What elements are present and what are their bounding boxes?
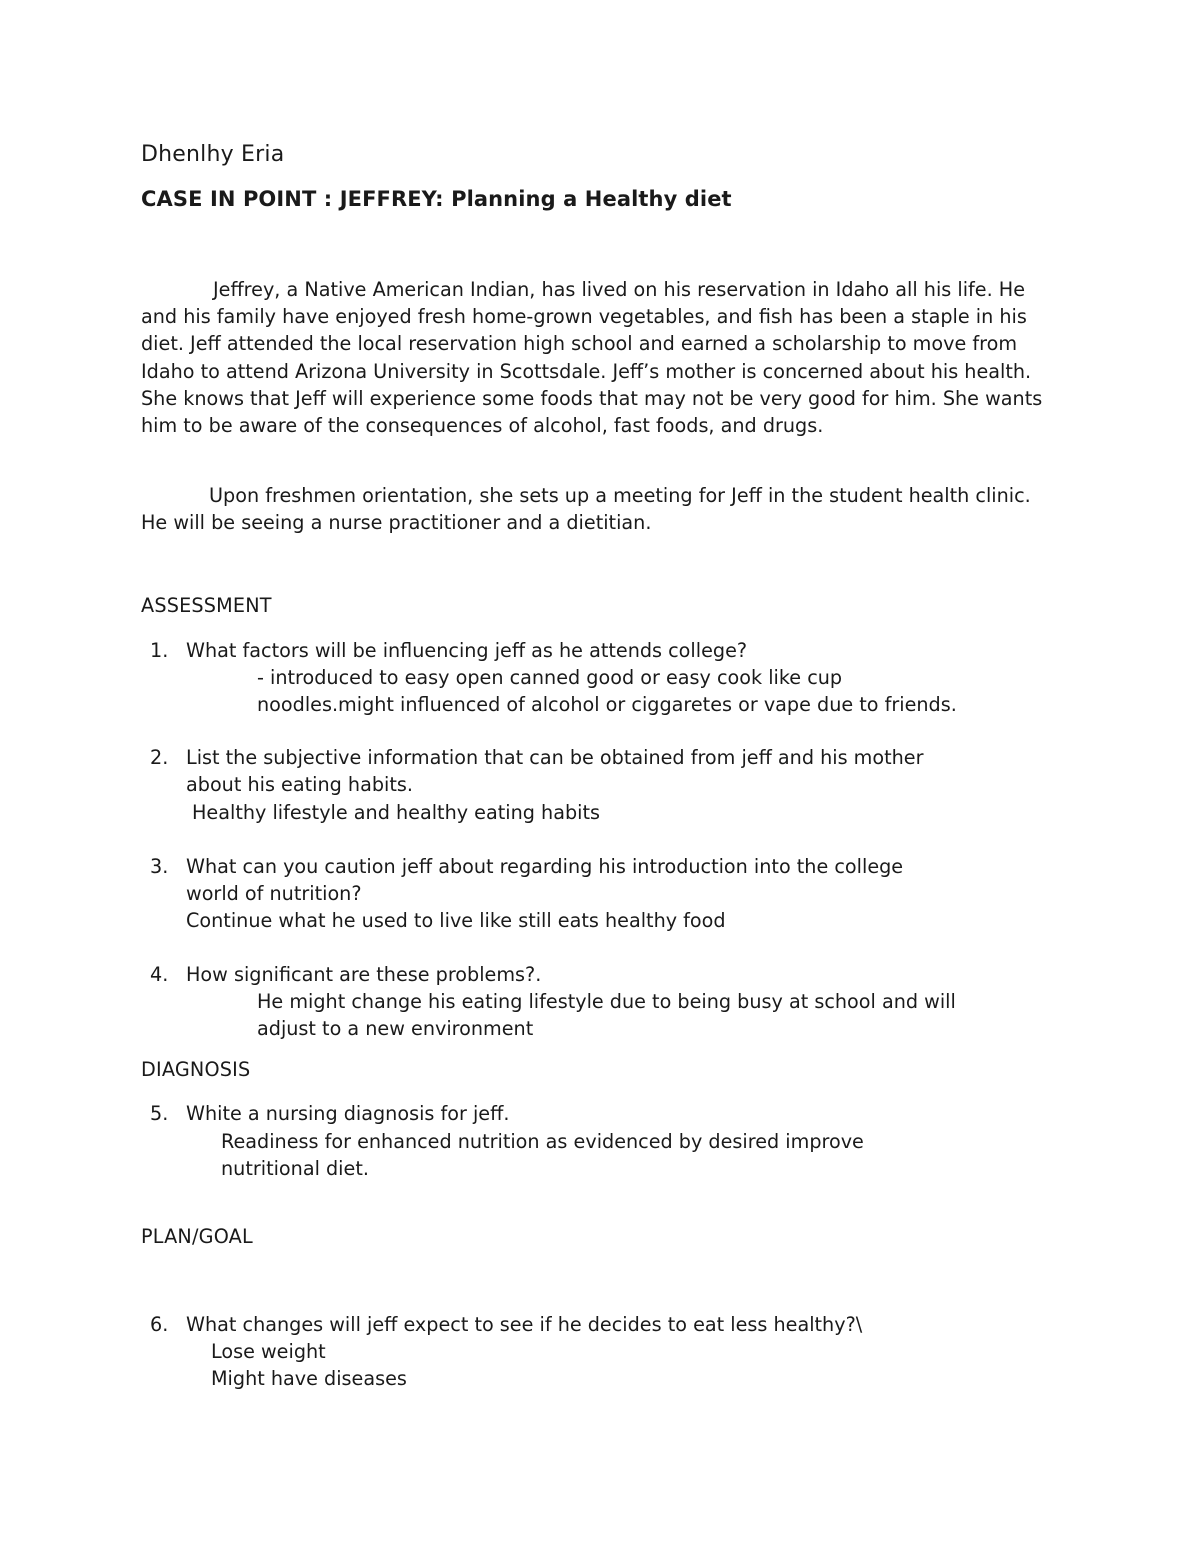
question-number: 3. — [150, 855, 169, 878]
intro-paragraph-2: Upon freshmen orientation, she sets up a meeting for Jeff in the student health clinic. He will be seeing a nurse practitioner and a dietitian. — [141, 484, 1031, 535]
question-text: White a nursing diagnosis for jeff. — [186, 1102, 510, 1125]
answer-1-line-2: noodles.might influenced of alcohol or ciggaretes or vape due to friends. — [257, 693, 957, 716]
diagnosis-heading: DIAGNOSIS — [141, 1058, 251, 1081]
answer-4-line-2: adjust to a new environment — [257, 1017, 534, 1040]
question-text: What can you caution jeff about regarding his introduction into the college — [186, 855, 904, 878]
plan-heading: PLAN/GOAL — [141, 1225, 253, 1248]
question-3-line-2: world of nutrition? — [186, 882, 362, 905]
assessment-heading: ASSESSMENT — [141, 594, 272, 617]
document-title: CASE IN POINT : JEFFREY: Planning a Healthy diet — [141, 187, 732, 211]
question-text: What changes will jeff expect to see if he decides to eat less healthy?\ — [186, 1313, 863, 1336]
answer-4-line-1: He might change his eating lifestyle due to being busy at school and will — [257, 990, 956, 1013]
question-number: 2. — [150, 746, 169, 769]
answer-6-line-1: Lose weight — [211, 1340, 326, 1363]
answer-6-line-2: Might have diseases — [211, 1367, 407, 1390]
question-text: How significant are these problems?. — [186, 963, 542, 986]
answer-5-line-1: Readiness for enhanced nutrition as evidenced by desired improve — [221, 1130, 864, 1153]
question-text: List the subjective information that can be obtained from jeff and his mother — [186, 746, 924, 769]
question-number: 6. — [150, 1313, 169, 1336]
answer-1-line-1: - introduced to easy open canned good or easy cook like cup — [257, 666, 843, 689]
question-number: 4. — [150, 963, 169, 986]
question-number: 5. — [150, 1102, 169, 1125]
question-text: What factors will be influencing jeff as he attends college? — [186, 639, 748, 662]
intro-paragraph-1: Jeffrey, a Native American Indian, has lived on his reservation in Idaho all his life. He and his family have enjoyed fresh home-grown vegetables, and fish has been a staple in his diet. Jeff attended the local reservation high school and earned a scholarship to move from Idaho to attend Arizona University in Scottsdale. Jeff’s mother is concerned about his health. She knows that Jeff will experience some foods that may not be very good for him. She wants him to be aware of the consequences of alcohol, fast foods, and drugs. — [141, 278, 1043, 438]
question-number: 1. — [150, 639, 169, 662]
answer-2: Healthy lifestyle and healthy eating habits — [192, 801, 600, 824]
answer-3: Continue what he used to live like still eats healthy food — [186, 909, 726, 932]
answer-5-line-2: nutritional diet. — [221, 1157, 369, 1180]
author-name: Dhenlhy Eria — [141, 142, 285, 167]
question-2-line-2: about his eating habits. — [186, 773, 413, 796]
